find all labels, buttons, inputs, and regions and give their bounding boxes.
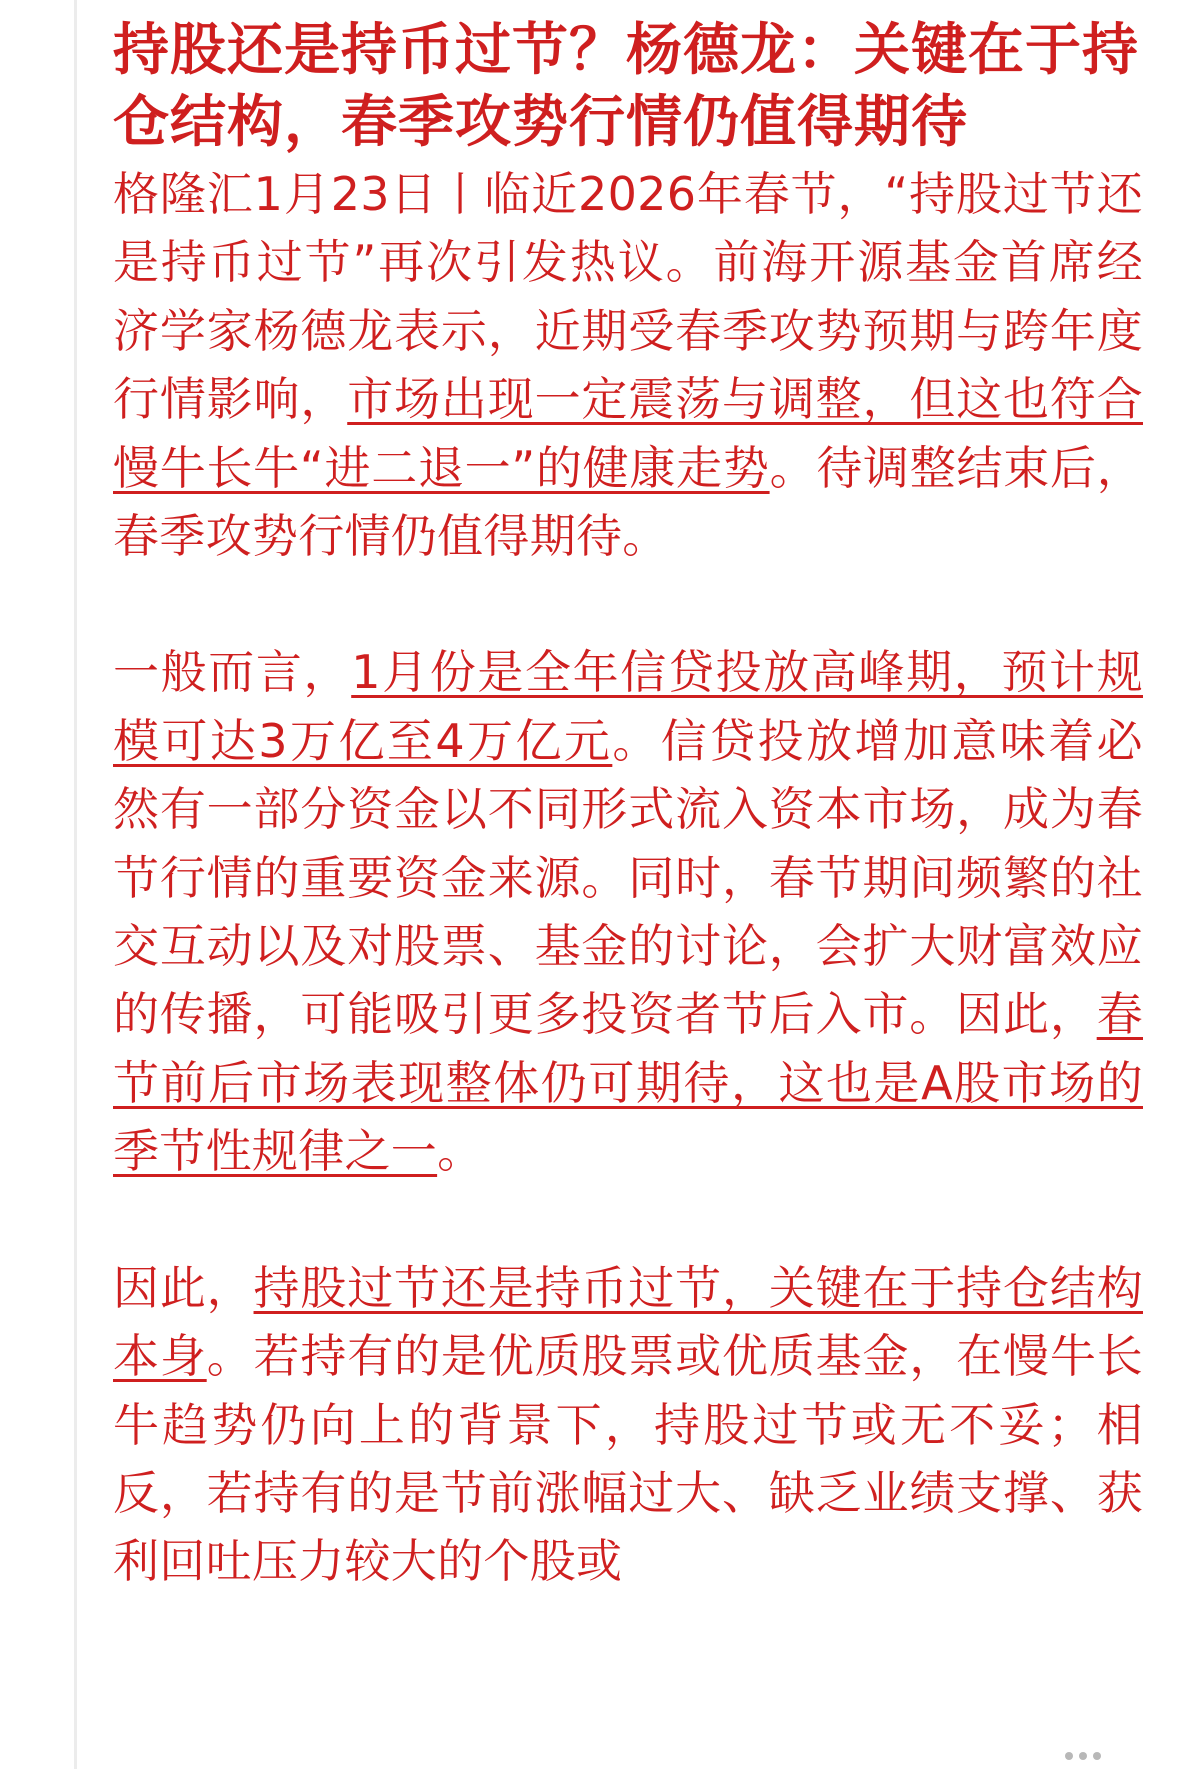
paragraph-2-highlight-2: 春节前后市场表现整体仍可期待，这也是A股市场的季节性规律之一 bbox=[113, 987, 1143, 1179]
article-body bbox=[113, 14, 1143, 1596]
paragraph-2-text-a: 一般而言， bbox=[113, 645, 352, 700]
paragraph-1-text-b: 。待调整结束后，春季攻势行情仍值得期待。 bbox=[113, 440, 1143, 564]
paragraph-1-highlight: 市场出现一定震荡与调整，但这也符合慢牛长牛“进二退一”的健康走势 bbox=[113, 372, 1143, 495]
paragraph-1 bbox=[113, 160, 1143, 570]
dot-icon bbox=[1093, 1752, 1101, 1760]
paragraph-1-text-a: 格隆汇1月23日丨临近2026年春节，“持股过节还是持币过节”再次引发热议。前海开源基金首席经济学家杨德龙表示，近期受春季攻势预期与跨年度行情影响， bbox=[113, 167, 1143, 427]
paragraph-2-highlight-1: 1月份是全年信贷投放高峰期，预计规模可达3万亿至4万亿元 bbox=[113, 645, 1143, 768]
paragraph-3-highlight: 持股过节还是持币过节，关键在于持仓结构本身 bbox=[113, 1260, 1143, 1384]
paragraph-3-text-b: 。若持有的是优质股票或优质基金，在慢牛长牛趋势仍向上的背景下，持股过节或无不妥；相反，若持有的是节前涨幅过大、缺乏业绩支撑、获利回吐压力较大的个股或 bbox=[113, 1329, 1143, 1589]
paragraph-3-text-a: 因此， bbox=[113, 1260, 254, 1315]
more-dots-icon[interactable] bbox=[1065, 1750, 1117, 1762]
article-title: 持股还是持币过节？杨德龙：关键在于持仓结构，春季攻势行情仍值得期待 bbox=[113, 17, 1139, 155]
paragraph-2-text-c: 。 bbox=[437, 1124, 484, 1179]
dot-icon bbox=[1065, 1752, 1073, 1760]
paragraph-2 bbox=[113, 638, 1143, 1185]
paragraph-2-text-b: 。信贷投放增加意味着必然有一部分资金以不同形式流入资本市场，成为春节行情的重要资金来源。同时，春节期间频繁的社交互动以及对股票、基金的讨论，会扩大财富效应的传播，可能吸引更多投资者节后入市。因此， bbox=[113, 713, 1143, 1042]
left-divider bbox=[74, 0, 77, 1769]
paragraph-3 bbox=[113, 1254, 1143, 1596]
dot-icon bbox=[1079, 1752, 1087, 1760]
